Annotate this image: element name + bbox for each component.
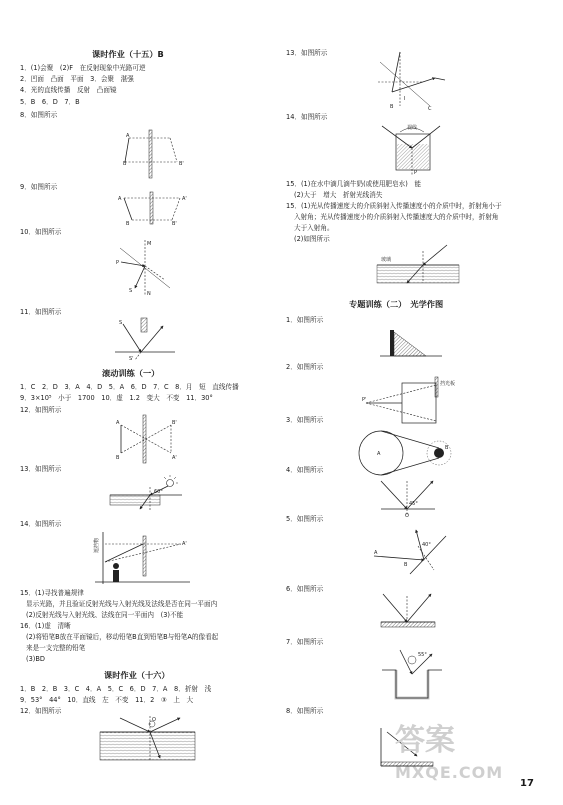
answer-line: (2)反射光线与入射光线、法线在同一平面内 (3)不能 xyxy=(26,611,184,619)
label-C: C xyxy=(428,106,432,112)
figure-p6 xyxy=(377,592,439,632)
answer-line: 1．C 2．D 3．A 4．D 5．A 6．D 7．C 8．月 短 直线传播 xyxy=(20,383,239,391)
answer-line: 11．如图所示 xyxy=(20,308,62,316)
answer-line: (2)大于 增大 折射光线消失 xyxy=(294,191,383,199)
section-heading: 专题训练（二） 光学作图 xyxy=(349,299,444,309)
answer-line: 2．凹面 凸面 平面 3．会聚 湛强 xyxy=(20,75,134,83)
label-S-prime: S' xyxy=(129,356,134,362)
label-sign: 遮挡物 xyxy=(94,537,100,553)
label-O: O xyxy=(152,717,156,723)
figure-p7 xyxy=(382,648,442,700)
answer-line: 9．如图所示 xyxy=(20,183,58,191)
label-B: B xyxy=(123,161,127,167)
figure-p2 xyxy=(362,375,457,427)
answer-line: 7．如图所示 xyxy=(286,638,324,646)
figure-r12 xyxy=(115,415,177,463)
answer-line: 入射角；光从传播速度小的介质斜射入传播速度大的介质中时，折射角 xyxy=(294,213,499,221)
answer-line: (2)将铅笔B放在平面镜后，移动铅笔B直到铅笔B与铅笔A的像看起 xyxy=(26,633,219,641)
answer-line: 9．3×10⁵ 小于 1700 10．虚 1.2 变大 不变 11．30° xyxy=(20,394,213,402)
answer-line: 5．B 6．D 7．B xyxy=(20,98,80,106)
figure-q11 xyxy=(115,318,175,360)
label-S: S xyxy=(119,320,123,326)
page-number: 17 xyxy=(520,778,534,789)
answer-line: 15．(1)寻找普遍规律 xyxy=(20,589,84,597)
label-B: B xyxy=(126,221,130,227)
label-sightline: 视线 xyxy=(407,125,418,131)
label-angle: 55° xyxy=(418,652,427,658)
answer-line: 15．(1)光从传播速度大的介质斜射入传播速度小的介质中时，折射角小于 xyxy=(286,202,502,210)
answer-line: 5．如图所示 xyxy=(286,515,324,523)
watermark-logo: 答案 xyxy=(395,723,455,758)
label-O: O xyxy=(405,513,409,519)
answer-line: 8．如图所示 xyxy=(20,111,58,119)
figure-q9 xyxy=(112,192,192,227)
label-A: A xyxy=(118,196,122,202)
answer-line: 13．如图所示 xyxy=(286,49,328,57)
label-N: N xyxy=(147,291,151,297)
label-B: B xyxy=(404,562,408,568)
answer-line: 来是一支完整的铅笔 xyxy=(26,644,86,652)
label-A-prime: A' xyxy=(182,541,187,547)
label-A-prime: A' xyxy=(172,455,177,461)
answer-line: 大于入射角。 xyxy=(294,224,334,232)
label-P: P xyxy=(414,170,418,176)
answer-line: 4．如图所示 xyxy=(286,466,324,474)
answer-line: 2．如图所示 xyxy=(286,363,324,371)
answer-line: 10．如图所示 xyxy=(20,228,62,236)
answer-line: 8．如图所示 xyxy=(286,707,324,715)
section-heading: 课时作业（十五）B xyxy=(92,49,164,59)
label-angle: 60° xyxy=(154,489,163,495)
figure-r14 xyxy=(95,532,190,584)
label-M: M xyxy=(147,241,152,247)
answer-line: 14．如图所示 xyxy=(286,113,328,121)
label-P: P xyxy=(116,260,120,266)
label-A: A xyxy=(126,133,130,139)
answer-line: 12．如图所示 xyxy=(20,707,62,715)
answer-line: 12．如图所示 xyxy=(20,406,62,414)
label-B: B xyxy=(116,455,120,461)
label-A-prime: A' xyxy=(182,196,187,202)
label-P-prime: P' xyxy=(362,397,367,403)
label-B: B xyxy=(390,104,394,110)
figure-p5 xyxy=(374,526,449,576)
label-medium: 玻璃 xyxy=(381,257,392,263)
label-B-prime: B' xyxy=(179,161,184,167)
answer-line: 16．(1)虚 清晰 xyxy=(20,622,71,630)
answer-line: 3．如图所示 xyxy=(286,416,324,424)
answer-line: 14．如图所示 xyxy=(20,520,62,528)
figure-q8 xyxy=(115,130,190,180)
figure-p4 xyxy=(377,477,439,517)
figure-r-q13 xyxy=(370,52,450,110)
section-heading: 课时作业（十六） xyxy=(104,670,170,680)
figure-q10 xyxy=(115,240,175,295)
label-S: S xyxy=(129,288,133,294)
answer-line: 1．(1)会聚 (2)F 在反射现象中光路可逆 xyxy=(20,64,146,72)
section-heading: 滚动训练（一） xyxy=(102,368,160,378)
answer-line: 9．53° 44° 10．直线 左 不变 11．2 ③ 上 大 xyxy=(20,696,194,704)
label-B-prime: B' xyxy=(172,221,177,227)
label-shield: 挡光板 xyxy=(440,381,456,387)
label-I: I xyxy=(404,96,406,102)
figure-p3 xyxy=(357,425,462,480)
figure-r-q15 xyxy=(377,245,459,285)
label-A: A xyxy=(116,420,120,426)
answer-line: 显示光路，并且验证反射光线与入射光线及法线是否在同一平面内 xyxy=(26,600,218,608)
answer-line: 1．B 2．B 3．C 4．A 5．C 6．D 7．A 8．折射 浅 xyxy=(20,685,212,693)
label-angle: 40° xyxy=(422,542,431,548)
label-B: B xyxy=(445,445,449,451)
figure-r13 xyxy=(110,477,182,515)
figure-s12 xyxy=(100,716,195,762)
answer-line: 4．光的直线传播 反射 凸面镜 xyxy=(20,86,117,94)
label-B-prime: B' xyxy=(172,420,177,426)
label-A: A xyxy=(374,550,378,556)
answer-line: 1．如图所示 xyxy=(286,316,324,324)
answer-line: 15．(1)在水中滴几滴牛奶(或使用肥皂水) 能 xyxy=(286,180,421,188)
answer-line: (2)如图所示 xyxy=(294,235,330,243)
figure-r-q14 xyxy=(382,118,444,176)
answer-line: 13．如图所示 xyxy=(20,465,62,473)
answer-line: (3)BD xyxy=(26,655,45,663)
label-A: A xyxy=(377,451,381,457)
watermark-url: MXQE.COM xyxy=(395,763,504,782)
answer-line: 6．如图所示 xyxy=(286,585,324,593)
figure-p1 xyxy=(380,328,442,360)
label-angle: 45° xyxy=(409,501,418,507)
